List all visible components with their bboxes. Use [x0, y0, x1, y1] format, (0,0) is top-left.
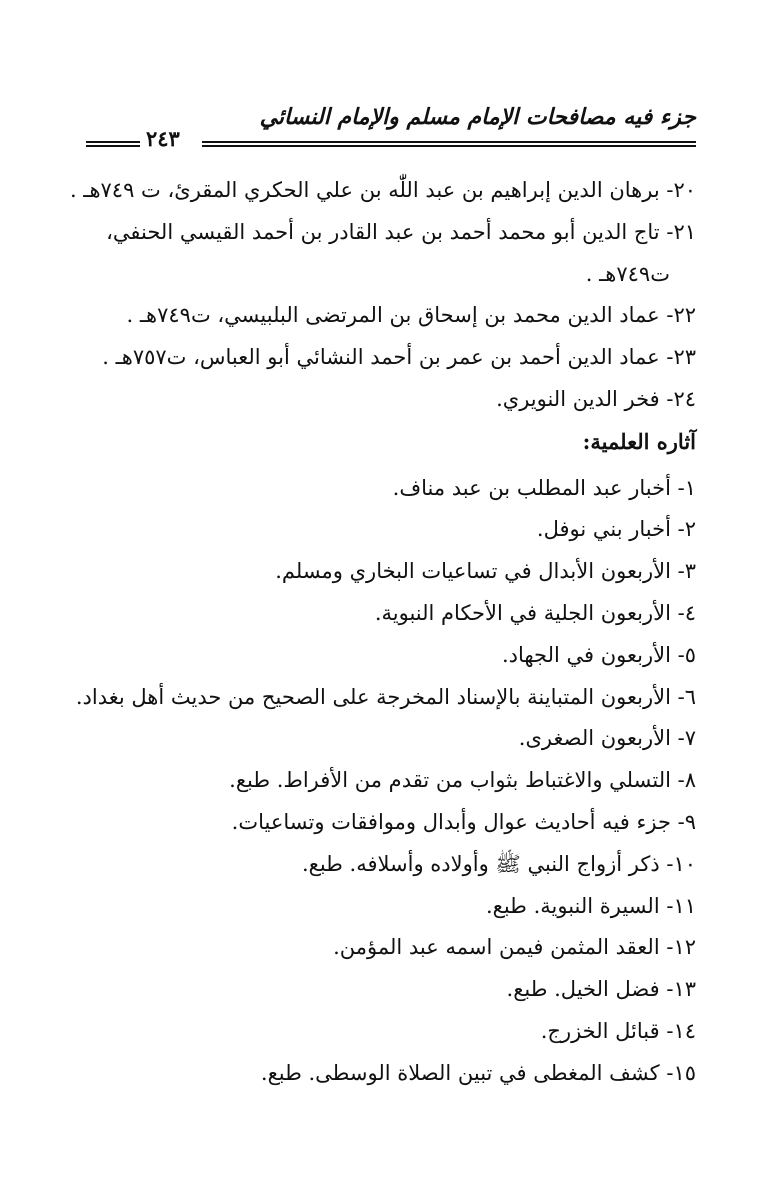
page-body [69, 170, 696, 1095]
works-item: ١٥- كشف المغطى في تبين الصلاة الوسطى. طبع. [260, 1060, 696, 1085]
works-item: ١- أخبار عبد المطلب بن عبد مناف. [392, 475, 696, 500]
text-line-continuation: ت٧٤٩هـ . [585, 261, 670, 286]
works-item: ٩- جزء فيه أحاديث عوال وأبدال وموافقات وتساعيات. [231, 809, 696, 834]
works-item: ٣- الأربعون الأبدال في تساعيات البخاري ومسلم. [275, 559, 696, 584]
text-line: ٢٢- عماد الدين محمد بن إسحاق بن المرتضى البلبيسي، ت٧٤٩هـ . [126, 303, 696, 328]
running-title: جزء فيه مصافحات الإمام مسلم والإمام النسائي [259, 104, 696, 130]
works-item: ١١- السيرة النبوية. طبع. [485, 893, 696, 918]
works-item: ١٤- قبائل الخزرج. [540, 1018, 696, 1043]
text-line: ٢١- تاج الدين أبو محمد أحمد بن عبد القادر بن أحمد القيسي الحنفي، [106, 219, 696, 244]
page-number-block [86, 126, 202, 154]
page-header [86, 104, 696, 156]
section-heading: آثاره العلمية: [582, 428, 696, 454]
text-line: ٢٤- فخر الدين النويري. [496, 386, 696, 411]
works-item: ٧- الأربعون الصغرى. [518, 726, 696, 751]
works-item: ٨- التسلي والاغتباط بثواب من تقدم من الأفراط. طبع. [229, 768, 696, 793]
text-line: ٢٣- عماد الدين أحمد بن عمر بن أحمد النشائي أبو العباس، ت٧٥٧هـ . [102, 345, 696, 370]
works-item: ١٣- فضل الخيل. طبع. [506, 977, 696, 1002]
works-item: ١٢- العقد المثمن فيمن اسمه عبد المؤمن. [333, 935, 696, 960]
text-line: ٢٠- برهان الدين إبراهيم بن عبد اللّٰه بن علي الحكري المقرئ، ت ٧٤٩هـ . [69, 178, 696, 202]
works-item: ٥- الأربعون في الجهاد. [501, 642, 696, 667]
works-item: ٢- أخبار بني نوفل. [536, 517, 696, 542]
page-number: ٢٤٣ [146, 126, 180, 151]
works-item: ١٠- ذكر أزواج النبي ﷺ وأولاده وأسلافه. طبع. [301, 851, 696, 876]
works-item: ٤- الأربعون الجلية في الأحكام النبوية. [374, 600, 696, 625]
page-number-rule [86, 141, 140, 147]
works-item: ٦- الأربعون المتباينة بالإسناد المخرجة على الصحيح من حديث أهل بغداد. [75, 684, 696, 709]
header-rule [202, 141, 696, 147]
